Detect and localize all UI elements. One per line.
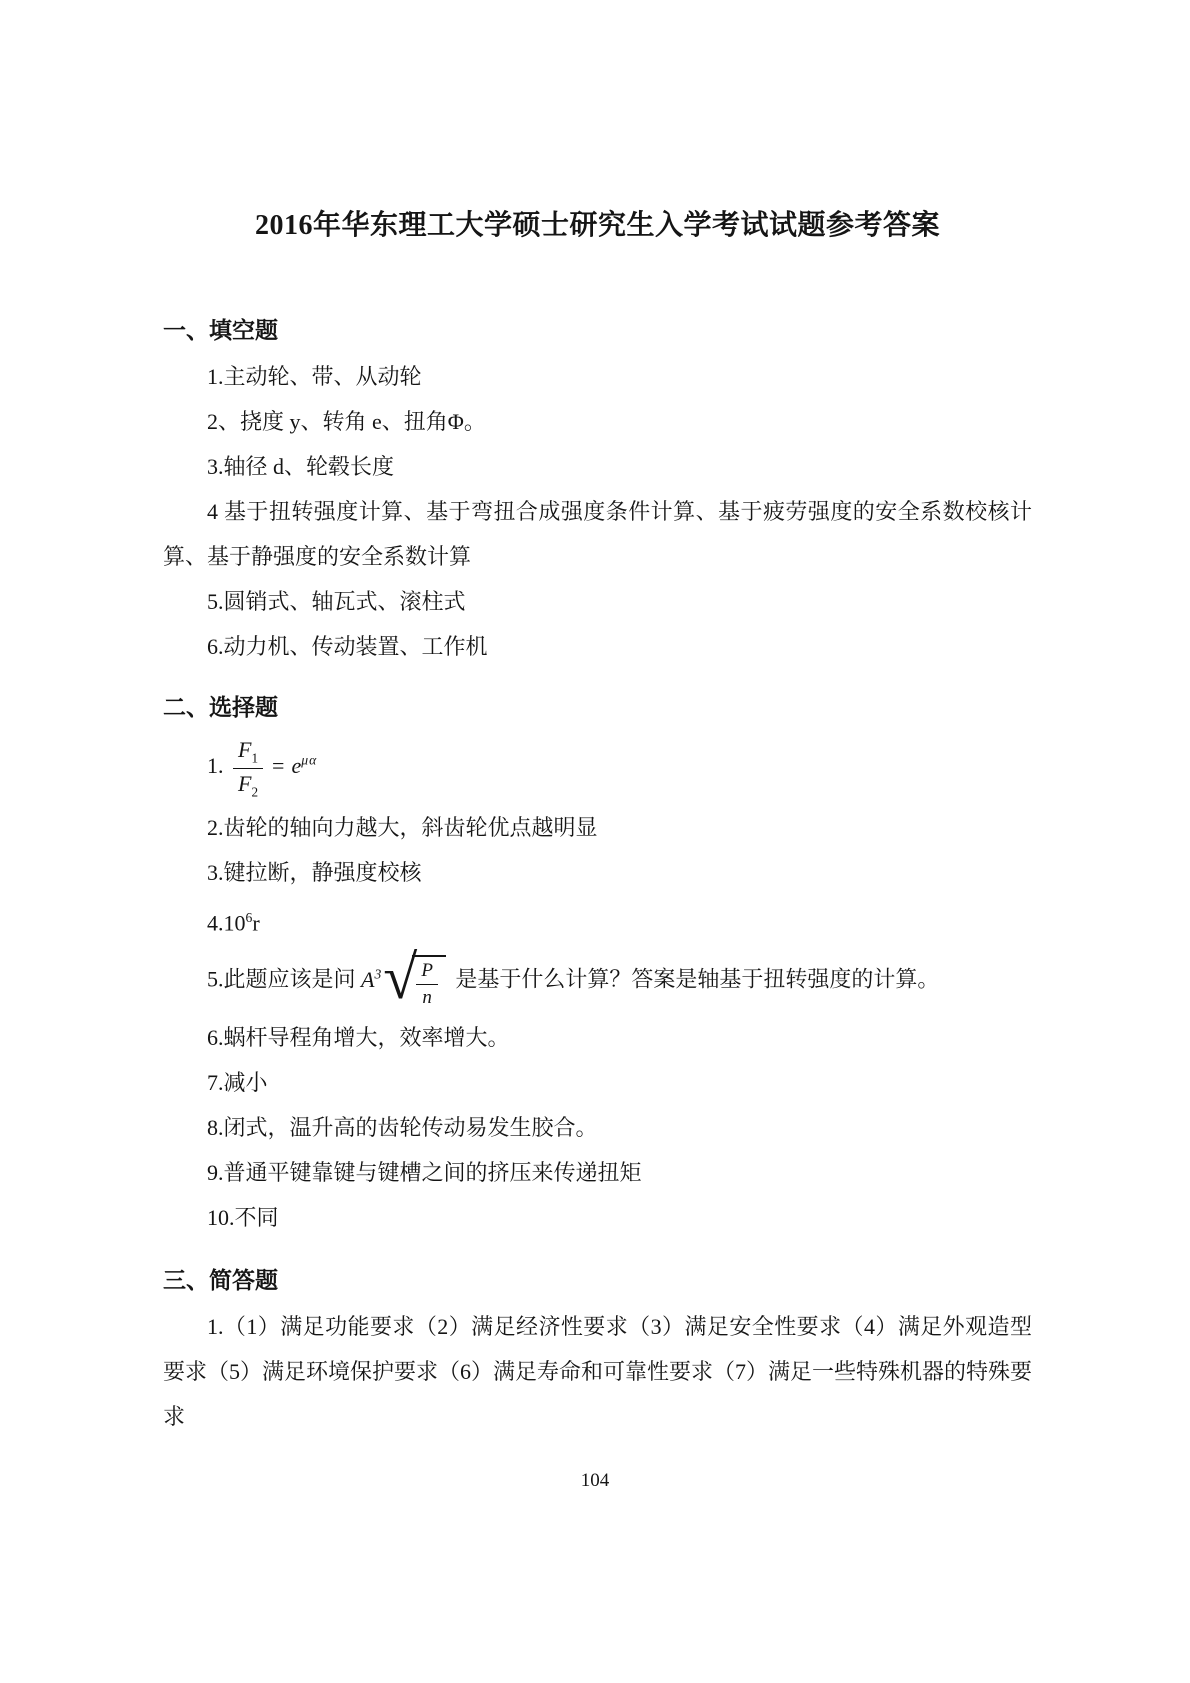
radicand — [412, 955, 446, 1009]
page-number: 104 — [580, 1470, 610, 1491]
sections-container — [163, 308, 1032, 1439]
fraction-numerator: $F_1$ — [233, 737, 263, 769]
answer-item: 1.主动轮、带、从动轮 — [207, 364, 422, 389]
section-heading: 二、选择题 — [163, 695, 278, 720]
radical — [383, 944, 446, 1013]
fraction-denominator: n — [422, 987, 432, 1009]
answer-item: 3.轴径 d、轮毂长度 — [207, 454, 395, 479]
equals-sign: = — [272, 753, 285, 779]
answer-item: 7.减小 — [207, 1069, 268, 1095]
belt-tension-fraction — [233, 737, 263, 799]
radical-sign: √ — [383, 944, 418, 1013]
item-label: 1. — [207, 753, 229, 779]
answer-item: 1.（1）满足功能要求（2）满足经济性要求（3）满足安全性要求（4）满足外观造型要求（5）满足环境保护要求（6）满足寿命和可靠性要求（7）满足一些特殊机器的特殊要求 — [163, 1313, 1033, 1429]
power-speed-fraction — [416, 960, 438, 1009]
fraction-numerator: P — [416, 960, 438, 985]
root-index: 3 — [374, 966, 382, 982]
section — [163, 308, 1032, 669]
section — [163, 685, 1032, 1240]
answer-item: 9.普通平键靠键与键槽之间的挤压来传递扭矩 — [207, 1159, 642, 1185]
answer-item — [163, 731, 1032, 805]
section-heading: 一、填空题 — [163, 318, 278, 343]
shaft-variable: $A^3$ — [361, 966, 382, 992]
section — [163, 1258, 1032, 1439]
fraction-denominator: $F_2$ — [238, 770, 259, 799]
answer-item: 4 基于扭转强度计算、基于弯扭合成强度条件计算、基于疲劳强度的安全系数校核计算、基于静强度的安全系数计算 — [163, 499, 1032, 569]
answer-item: 6.蜗杆导程角增大，效率增大。 — [207, 1024, 510, 1050]
item-text: r — [252, 910, 260, 936]
section-heading: 三、简答题 — [163, 1267, 278, 1293]
answer-item: 2.齿轮的轴向力越大，斜齿轮优点越明显 — [207, 815, 598, 841]
euler-term: $e^{\mu\alpha}$ — [291, 752, 318, 779]
answer-item: 3.键拉断，静强度校核 — [207, 860, 422, 886]
page-title: 2016年华东理工大学硕士研究生入学考试试题参考答案 — [254, 210, 940, 241]
document-content — [163, 0, 1032, 1439]
answer-item: 10.不同 — [207, 1204, 279, 1230]
item-text: 4.10 — [207, 910, 246, 936]
superscript: 6 — [245, 910, 253, 926]
answer-item: 2、挠度 y、转角 e、扭角Φ。 — [207, 409, 486, 434]
answer-item — [163, 895, 1032, 945]
item-text: 是基于什么计算？答案是轴基于扭转强度的计算。 — [449, 966, 940, 992]
item-text: 5.此题应该是问 — [207, 966, 362, 992]
answer-item — [163, 945, 1032, 1014]
exponent: μα — [301, 752, 318, 768]
answer-item: 6.动力机、传动装置、工作机 — [207, 634, 488, 659]
answer-item: 5.圆销式、轴瓦式、滚柱式 — [207, 589, 466, 614]
answer-item: 8.闭式，温升高的齿轮传动易发生胶合。 — [207, 1114, 598, 1140]
